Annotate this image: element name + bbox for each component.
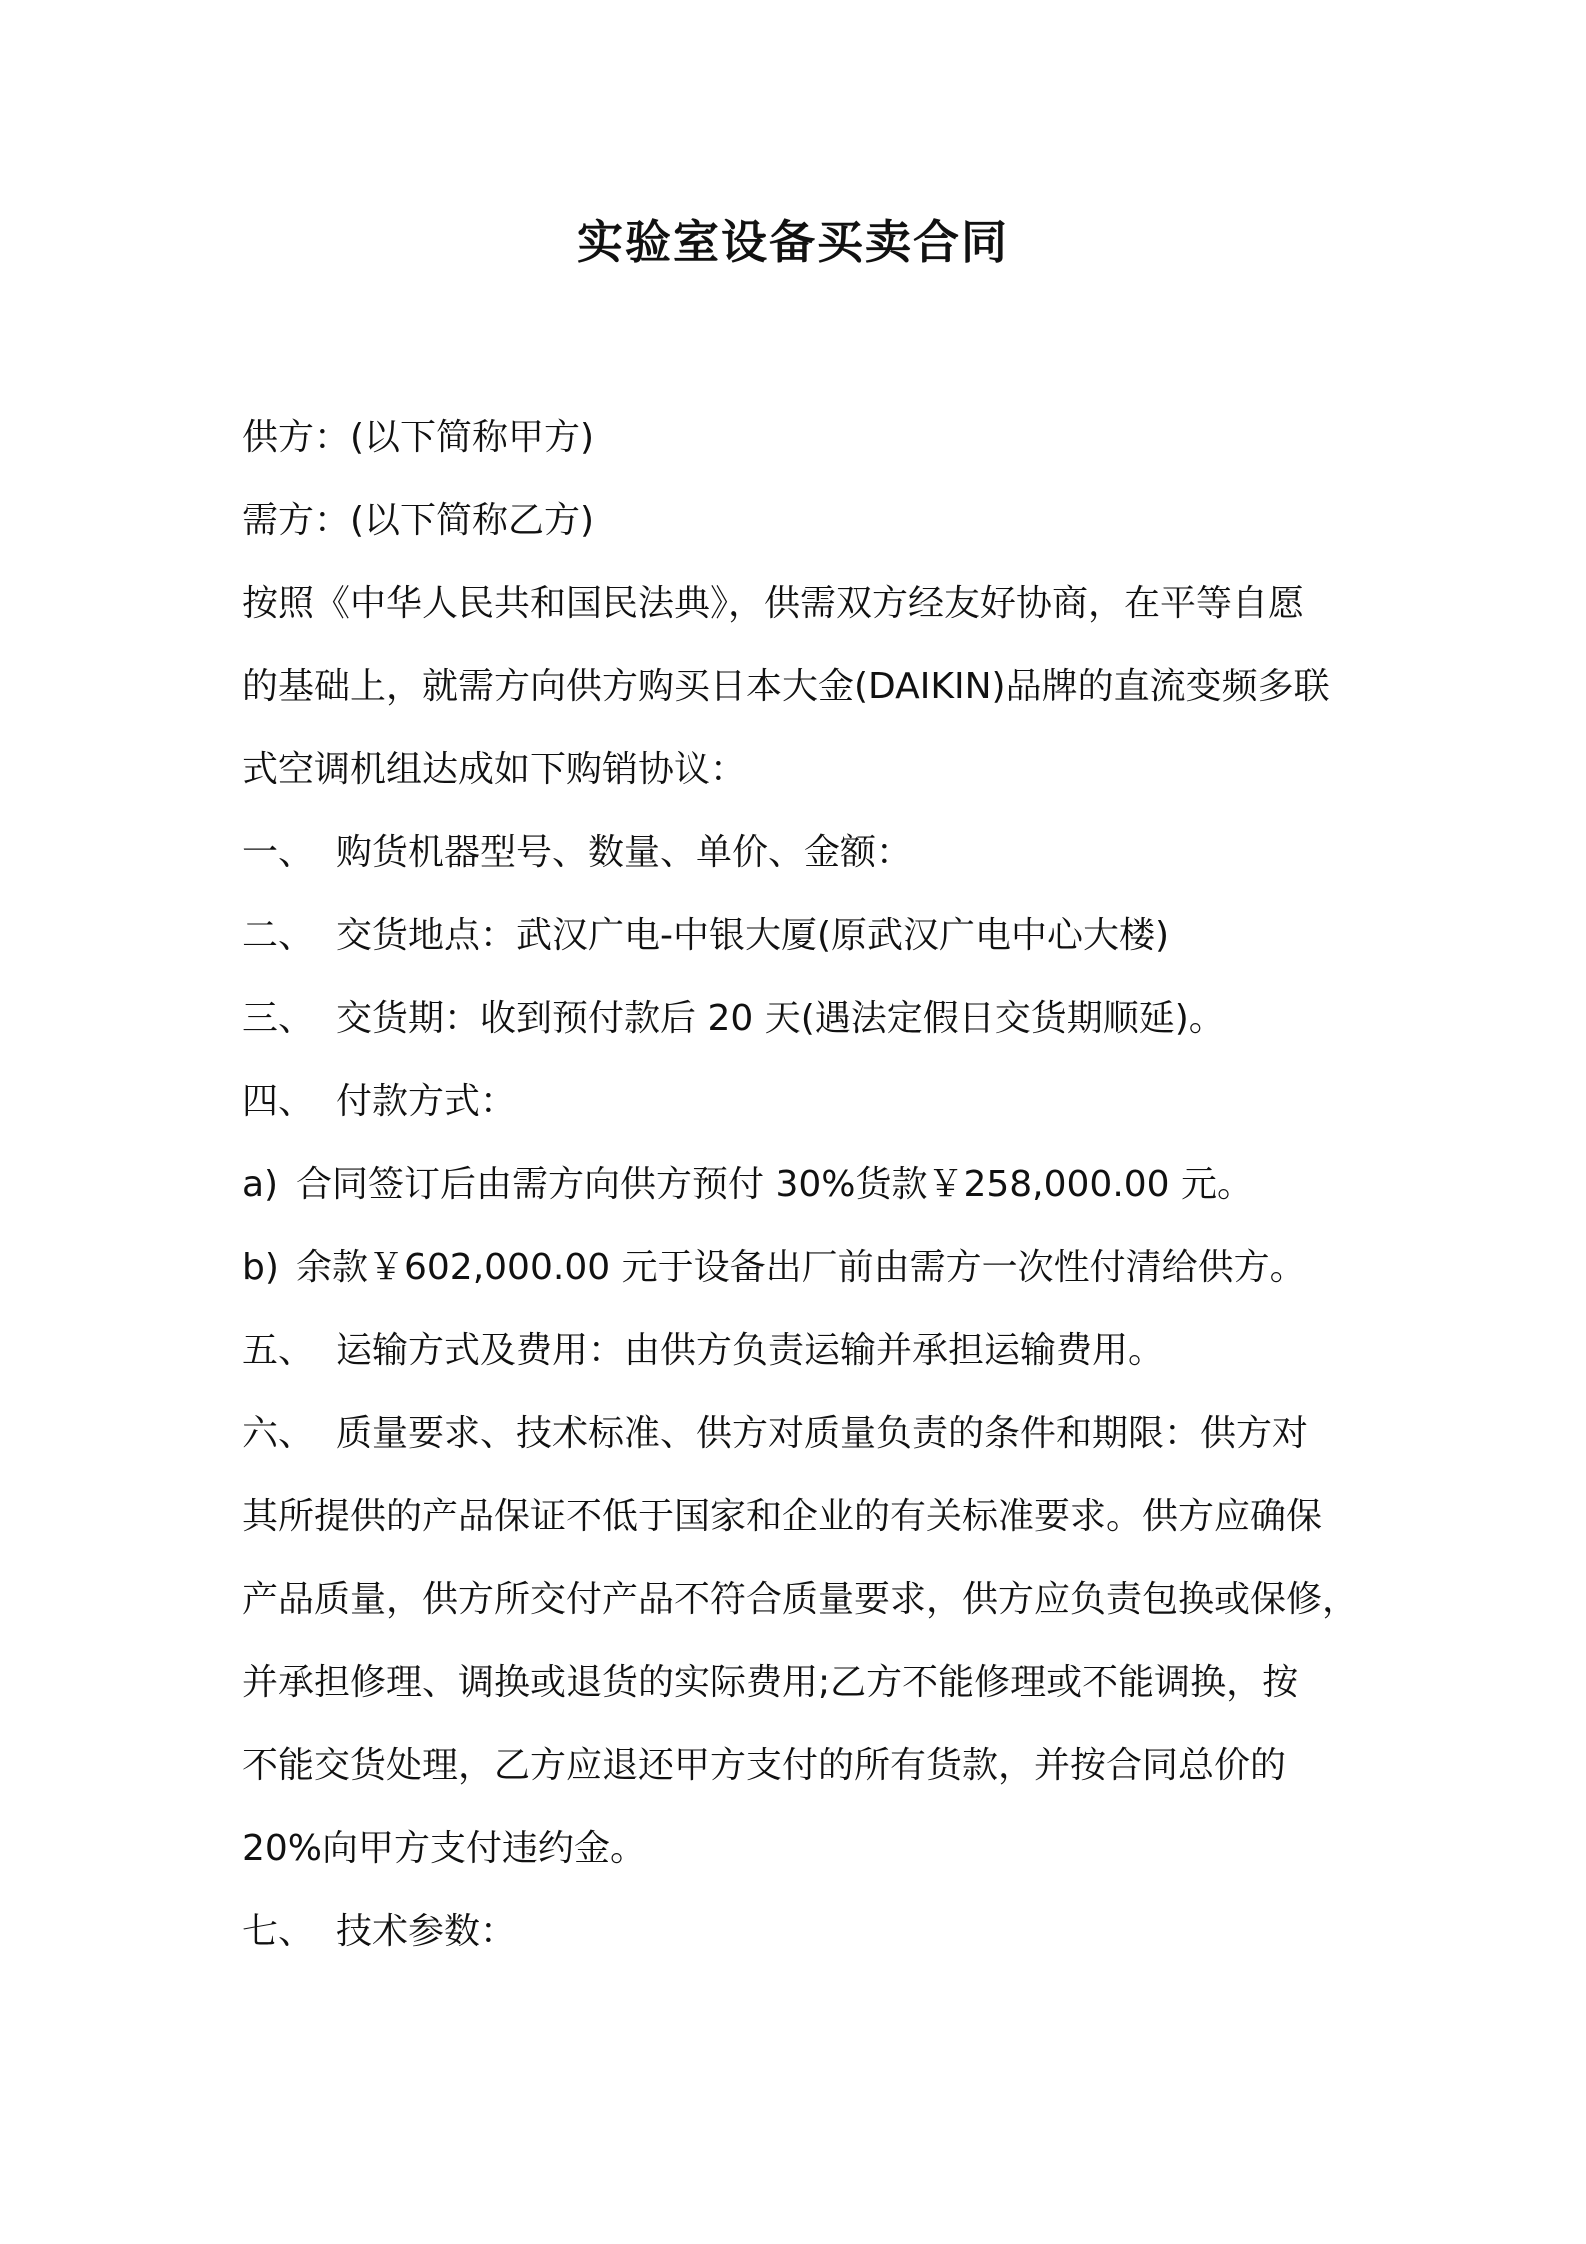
payment-item-a (242, 1143, 1362, 1226)
buyer-text: 需方：(以下简称乙方) (242, 500, 595, 541)
section-6-line: 不能交货处理，乙方应退还甲方支付的所有货款，并按合同总价的 (242, 1745, 1287, 1786)
section-number: 六、 (242, 1413, 315, 1454)
section-5 (242, 1309, 1362, 1392)
section-number: 五、 (242, 1330, 315, 1371)
item-label: a) (242, 1164, 279, 1205)
section-text: 运输方式及费用：由供方负责运输并承担运输费用。 (336, 1330, 1165, 1371)
section-number: 七、 (242, 1911, 315, 1952)
section-3 (242, 977, 1362, 1060)
section-text: 付款方式： (336, 1081, 517, 1122)
section-number: 四、 (242, 1081, 315, 1122)
item-text: 余款￥602,000.00 元于设备出厂前由需方一次性付清给供方。 (296, 1247, 1306, 1288)
supplier-text: 供方：(以下简称甲方) (242, 417, 595, 458)
section-number: 三、 (242, 998, 315, 1039)
intro-line: 式空调机组达成如下购销协议： (242, 749, 747, 790)
section-6-line: 20%向甲方支付违约金。 (242, 1828, 647, 1869)
intro-line: 的基础上，就需方向供方购买日本大金(DAIKIN)品牌的直流变频多联 (242, 666, 1330, 707)
item-label: b) (242, 1247, 279, 1288)
section-number: 二、 (242, 915, 315, 956)
item-text: 合同签订后由需方向供方预付 30%货款￥258,000.00 元。 (296, 1164, 1254, 1205)
document-title: 实验室设备买卖合同 (577, 215, 1009, 269)
section-text: 购货机器型号、数量、单价、金额： (336, 832, 913, 873)
intro-line: 按照《中华人民共和国民法典》，供需双方经友好协商，在平等自愿 (242, 583, 1305, 624)
section-text: 交货期：收到预付款后 20 天(遇法定假日交货期顺延)。 (336, 998, 1225, 1039)
section-7 (242, 1890, 1362, 1973)
section-text: 技术参数： (336, 1911, 517, 1952)
section-6 (242, 1392, 1362, 1890)
section-2 (242, 894, 1362, 977)
intro-paragraph (242, 562, 1362, 811)
section-number: 一、 (242, 832, 315, 873)
section-text: 质量要求、技术标准、供方对质量负责的条件和期限：供方对 (336, 1413, 1309, 1454)
buyer-line (242, 479, 1362, 562)
supplier-line (242, 396, 1362, 479)
section-text: 交货地点：武汉广电-中银大厦(原武汉广电中心大楼) (336, 915, 1170, 956)
section-1 (242, 811, 1362, 894)
section-6-line: 并承担修理、调换或退货的实际费用;乙方不能修理或不能调换，按 (242, 1662, 1299, 1703)
section-4 (242, 1060, 1362, 1143)
payment-item-b (242, 1226, 1362, 1309)
section-6-line: 产品质量，供方所交付产品不符合质量要求，供方应负责包换或保修， (242, 1579, 1359, 1620)
section-6-line: 其所提供的产品保证不低于国家和企业的有关标准要求。供方应确保 (242, 1496, 1323, 1537)
